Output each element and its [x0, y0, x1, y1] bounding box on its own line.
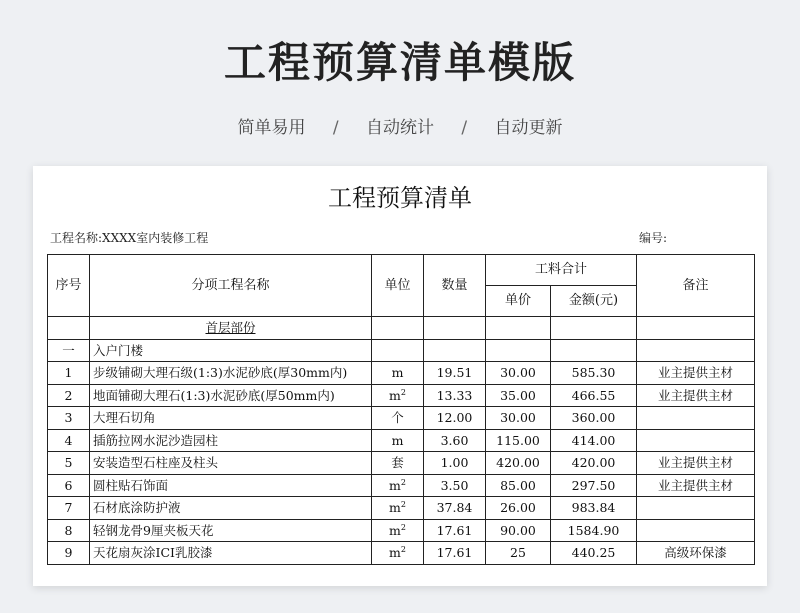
header-amount: 金额(元) — [551, 286, 637, 317]
row-quantity: 13.33 — [424, 384, 486, 407]
row-amount: 1584.90 — [551, 519, 637, 542]
row-amount: 466.55 — [551, 384, 637, 407]
row-seq: 9 — [48, 542, 90, 565]
header-unit: 单位 — [372, 255, 424, 317]
page-title: 工程预算清单模版 — [223, 38, 576, 87]
unit-superscript: 2 — [400, 477, 406, 487]
subtitle-separator: / — [332, 118, 339, 138]
row-seq: 5 — [48, 452, 90, 475]
row-item-name: 石材底涂防护液 — [90, 497, 372, 520]
row-amount: 360.00 — [551, 407, 637, 430]
row-unit — [372, 519, 424, 542]
row-remark — [637, 407, 755, 430]
row-remark: 业主提供主材 — [637, 474, 755, 497]
unit-text: m — [389, 500, 401, 516]
row-unit-price: 35.00 — [486, 384, 551, 407]
row-amount: 585.30 — [551, 362, 637, 385]
unit-superscript: 2 — [400, 500, 406, 510]
budget-table — [47, 254, 755, 565]
table-row — [48, 384, 755, 407]
row-unit — [372, 497, 424, 520]
row-amount: 440.25 — [551, 542, 637, 565]
row-quantity: 17.61 — [424, 519, 486, 542]
row-remark — [637, 429, 755, 452]
row-seq: 7 — [48, 497, 90, 520]
row-unit-price: 30.00 — [486, 362, 551, 385]
row-unit — [372, 429, 424, 452]
unit-text: m — [389, 477, 401, 493]
number-label: 编号: — [639, 231, 668, 245]
table-row — [48, 474, 755, 497]
row-item-name: 地面铺砌大理石(1:3)水泥砂底(厚50mm内) — [90, 384, 372, 407]
header-seq: 序号 — [48, 255, 90, 317]
row-quantity: 17.61 — [424, 542, 486, 565]
table-row — [48, 429, 755, 452]
row-quantity: 1.00 — [424, 452, 486, 475]
table-row — [48, 452, 755, 475]
subtitle-item: 自动更新 — [494, 118, 563, 138]
row-item-name: 步级铺砌大理石级(1:3)水泥砂底(厚30mm内) — [90, 362, 372, 385]
row-seq: 8 — [48, 519, 90, 542]
row-seq: 6 — [48, 474, 90, 497]
row-quantity: 3.50 — [424, 474, 486, 497]
unit-text: m — [389, 387, 401, 403]
row-amount: 983.84 — [551, 497, 637, 520]
sheet-title: 工程预算清单 — [328, 184, 472, 212]
row-amount: 297.50 — [551, 474, 637, 497]
unit-superscript: 2 — [400, 387, 406, 397]
subtitle-row — [0, 113, 800, 138]
row-seq: 4 — [48, 429, 90, 452]
unit-superscript: 2 — [400, 545, 406, 555]
header-quantity: 数量 — [424, 255, 486, 317]
unit-text: m — [391, 432, 404, 448]
row-remark: 高级环保漆 — [637, 542, 755, 565]
unit-text: 个 — [391, 410, 404, 426]
budget-sheet — [33, 166, 767, 586]
row-unit-price: 25 — [486, 542, 551, 565]
row-seq: 3 — [48, 407, 90, 430]
row-unit — [372, 474, 424, 497]
row-amount: 414.00 — [551, 429, 637, 452]
row-unit — [372, 407, 424, 430]
unit-text: m — [389, 522, 401, 538]
row-remark — [637, 497, 755, 520]
table-row — [48, 519, 755, 542]
table-row — [48, 407, 755, 430]
header-remark: 备注 — [637, 255, 755, 317]
row-unit — [372, 542, 424, 565]
row-item-name: 安装造型石柱座及柱头 — [90, 452, 372, 475]
row-remark: 业主提供主材 — [637, 362, 755, 385]
section-title: 首层部份 — [90, 317, 372, 340]
unit-text: 套 — [391, 455, 404, 471]
row-item-name: 大理石切角 — [90, 407, 372, 430]
row-item-name: 轻钢龙骨9厘夹板天花 — [90, 519, 372, 542]
table-row — [48, 542, 755, 565]
table-row — [48, 362, 755, 385]
row-unit-price: 85.00 — [486, 474, 551, 497]
row-item-name: 天花扇灰涂ICI乳胶漆 — [90, 542, 372, 565]
row-amount: 420.00 — [551, 452, 637, 475]
row-quantity: 37.84 — [424, 497, 486, 520]
header-unit-price: 单价 — [486, 286, 551, 317]
row-unit-price: 90.00 — [486, 519, 551, 542]
row-remark: 业主提供主材 — [637, 384, 755, 407]
header-item-name: 分项工程名称 — [90, 255, 372, 317]
row-quantity: 3.60 — [424, 429, 486, 452]
row-item-name: 圆柱贴石饰面 — [90, 474, 372, 497]
row-remark — [637, 519, 755, 542]
row-quantity: 19.51 — [424, 362, 486, 385]
row-unit-price: 30.00 — [486, 407, 551, 430]
row-unit — [372, 362, 424, 385]
unit-text: m — [391, 365, 404, 381]
subtitle-separator: / — [461, 118, 468, 138]
group-seq: 一 — [48, 339, 90, 362]
row-unit-price: 420.00 — [486, 452, 551, 475]
table-row — [48, 497, 755, 520]
unit-text: m — [389, 545, 401, 561]
row-item-name: 插筋拉网水泥沙造园柱 — [90, 429, 372, 452]
header-cost-total: 工料合计 — [486, 255, 637, 286]
group-row — [48, 339, 755, 362]
subtitle-item: 简单易用 — [237, 118, 306, 138]
unit-superscript: 2 — [400, 522, 406, 532]
row-quantity: 12.00 — [424, 407, 486, 430]
row-remark: 业主提供主材 — [637, 452, 755, 475]
subtitle-item: 自动统计 — [366, 118, 434, 138]
row-unit-price: 26.00 — [486, 497, 551, 520]
section-row — [48, 317, 755, 340]
row-seq: 1 — [48, 362, 90, 385]
row-seq: 2 — [48, 384, 90, 407]
group-name: 入户门楼 — [90, 339, 372, 362]
project-name-label: 工程名称:XXXX室内装修工程 — [50, 231, 209, 245]
row-unit — [372, 452, 424, 475]
row-unit-price: 115.00 — [486, 429, 551, 452]
row-unit — [372, 384, 424, 407]
